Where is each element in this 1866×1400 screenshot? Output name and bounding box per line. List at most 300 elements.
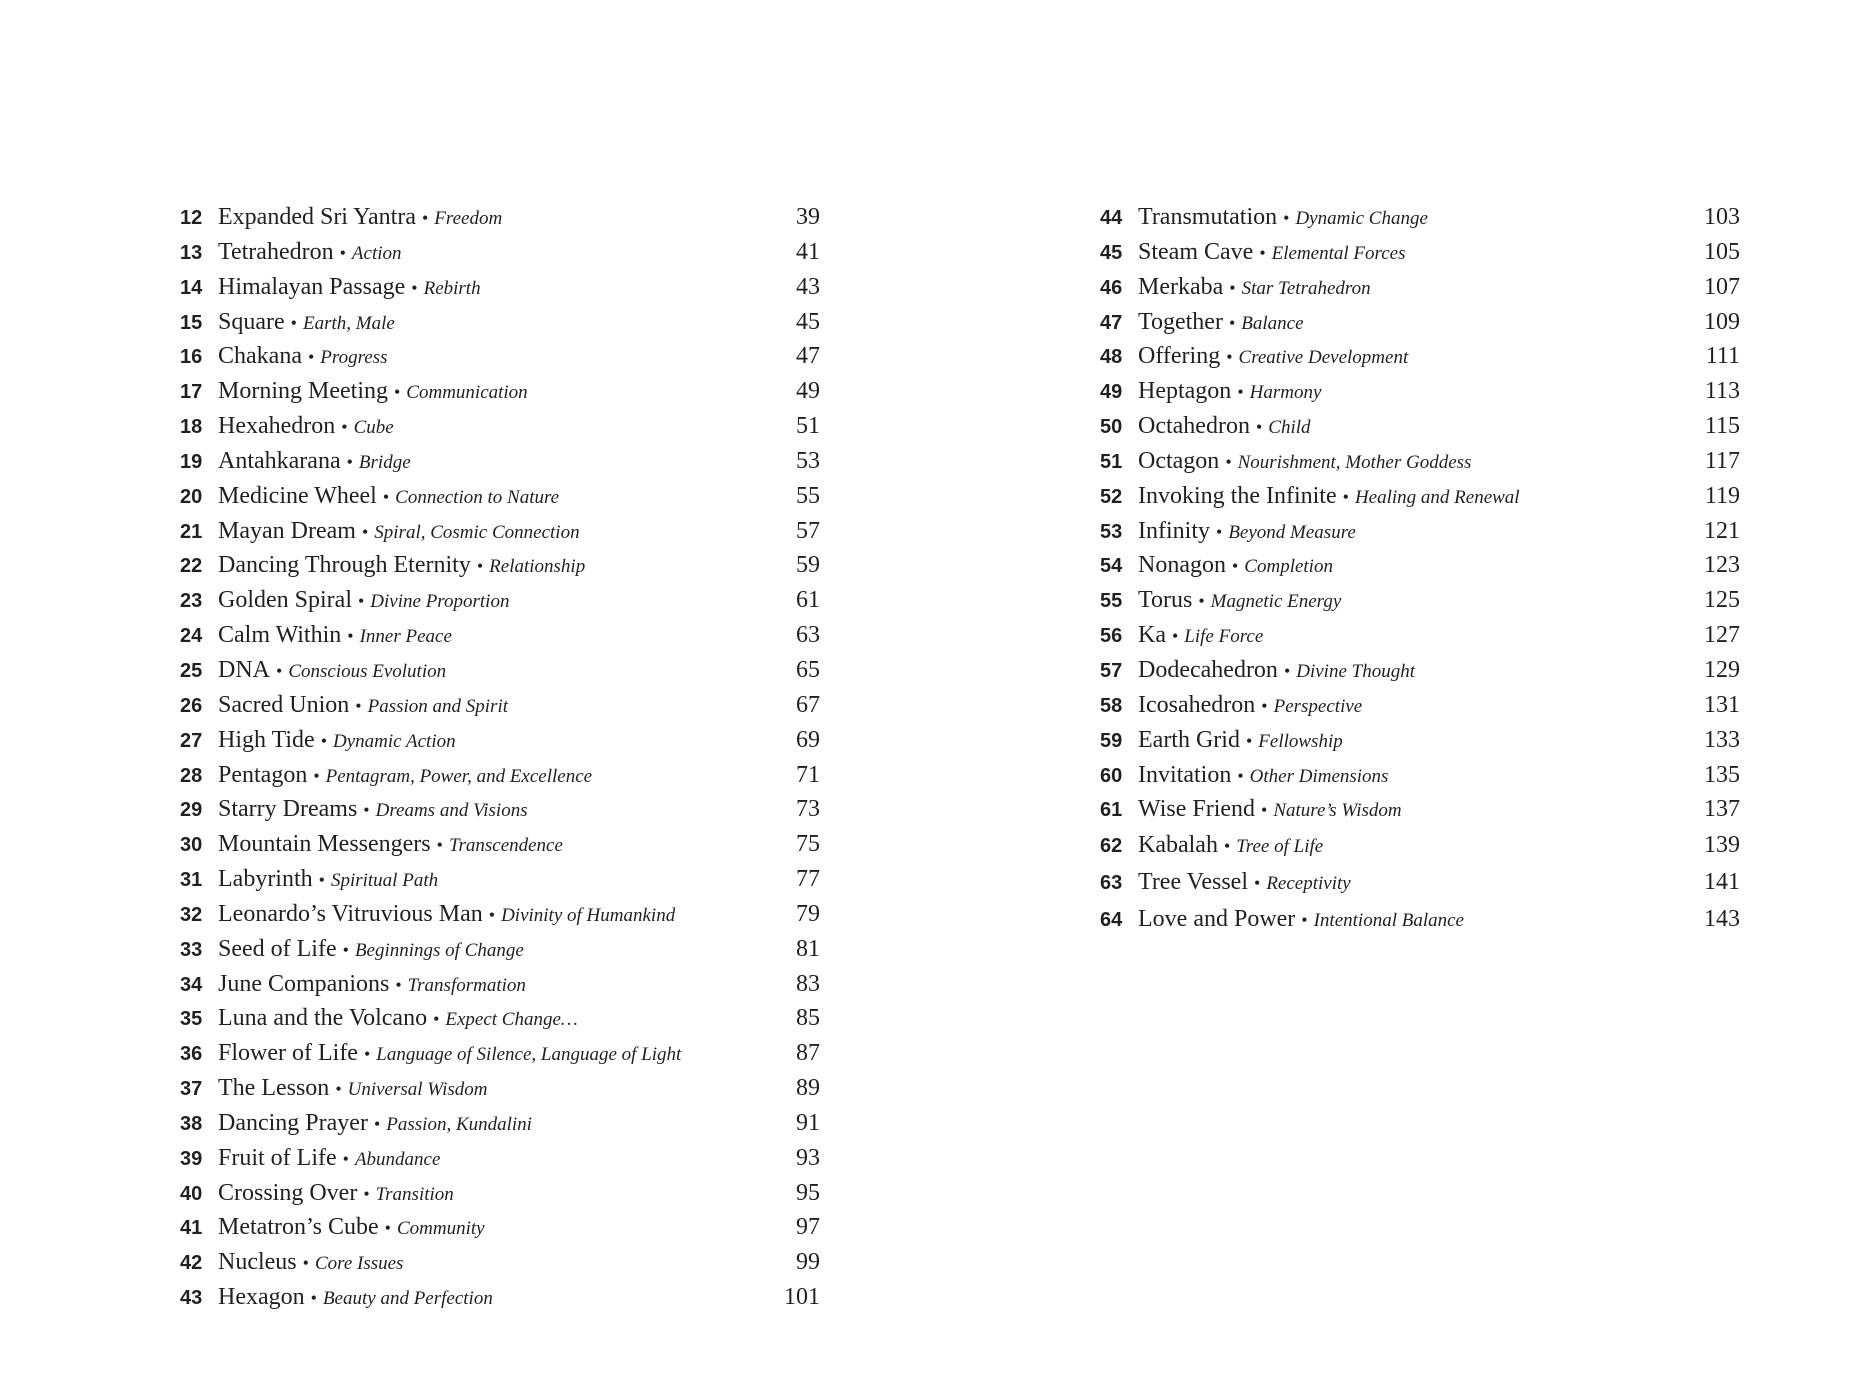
entry-page-number: 123 (1704, 552, 1740, 579)
entry-title: Merkaba (1138, 273, 1224, 300)
toc-entry (1100, 688, 1740, 723)
toc-entry (1100, 827, 1740, 864)
entry-title: DNA (218, 656, 270, 683)
entry-separator: • (382, 486, 390, 507)
entry-title: Dodecahedron (1138, 656, 1278, 683)
entry-page-number: 121 (1704, 517, 1740, 544)
entry-title: Octagon (1138, 447, 1220, 474)
entry-theme: Completion (1244, 556, 1333, 578)
entry-theme: Other Dimensions (1249, 765, 1389, 787)
entry-title: June Companions (218, 970, 390, 997)
entry-theme: Beauty and Perfection (322, 1288, 493, 1310)
toc-entry (1100, 901, 1740, 938)
entry-separator: • (342, 939, 349, 960)
entry-number: 60 (1100, 764, 1123, 787)
entry-theme: Core Issues (314, 1253, 404, 1275)
entry-number: 18 (180, 416, 203, 439)
entry-number: 52 (1100, 485, 1123, 508)
entry-title: Leonardo’s Vitruvious Man (218, 900, 483, 927)
entry-title: Steam Cave (1138, 238, 1254, 265)
entry-theme: Nature’s Wisdom (1273, 800, 1402, 822)
entry-page-number: 119 (1704, 482, 1740, 509)
entry-number: 34 (180, 973, 203, 996)
toc-entry (180, 409, 820, 444)
entry-page-number: 89 (796, 1075, 820, 1102)
entry-title: Torus (1138, 587, 1193, 614)
entry-title: Earth Grid (1138, 726, 1240, 753)
toc-entry (180, 339, 820, 374)
entry-number: 14 (180, 276, 203, 299)
entry-page-number: 73 (796, 796, 820, 823)
toc-entry (1100, 235, 1740, 270)
toc-right-column (1100, 200, 1740, 938)
entry-theme: Community (396, 1218, 485, 1240)
toc-entry (180, 1280, 820, 1315)
entry-theme: Healing and Renewal (1354, 486, 1520, 508)
entry-page-number: 65 (796, 656, 820, 683)
entry-separator: • (1231, 556, 1239, 577)
entry-number: 38 (180, 1112, 203, 1135)
entry-page-number: 57 (796, 517, 820, 544)
toc-entry (180, 1245, 820, 1280)
entry-separator: • (1225, 451, 1232, 472)
entry-title: Crossing Over (218, 1179, 358, 1206)
entry-page-number: 83 (796, 970, 820, 997)
toc-entry (1100, 409, 1740, 444)
entry-theme: Action (351, 242, 402, 264)
entry-theme: Creative Development (1238, 347, 1409, 369)
entry-number: 31 (180, 869, 203, 892)
entry-number: 59 (1100, 729, 1123, 752)
toc-entry (180, 967, 820, 1002)
entry-number: 29 (180, 799, 203, 822)
toc-entry (180, 618, 820, 653)
entry-number: 64 (1100, 909, 1123, 932)
entry-separator: • (1198, 591, 1205, 612)
entry-separator: • (1223, 836, 1231, 857)
entry-number: 53 (1100, 520, 1123, 543)
entry-page-number: 115 (1704, 413, 1740, 440)
toc-entry (1100, 723, 1740, 758)
toc-entry (1100, 374, 1740, 409)
entry-separator: • (488, 904, 496, 925)
entry-theme: Transcendence (448, 835, 563, 857)
entry-number: 49 (1100, 381, 1123, 404)
entry-number: 58 (1100, 694, 1123, 717)
entry-theme: Bridge (358, 451, 411, 473)
entry-number: 12 (180, 207, 203, 229)
entry-title: Seed of Life (218, 935, 337, 962)
entry-title: Fruit of Life (218, 1144, 337, 1171)
entry-page-number: 127 (1704, 622, 1740, 649)
entry-page-number: 87 (796, 1040, 820, 1067)
entry-theme: Magnetic Energy (1210, 591, 1342, 613)
entry-number: 24 (180, 625, 203, 648)
entry-number: 22 (180, 555, 203, 578)
entry-separator: • (1237, 382, 1244, 403)
entry-separator: • (363, 1183, 370, 1204)
entry-number: 44 (1100, 207, 1123, 229)
toc-entry (180, 1141, 820, 1176)
entry-theme: Connection to Nature (395, 486, 560, 508)
entry-theme: Progress (320, 347, 388, 369)
toc-entry (180, 932, 820, 967)
entry-number: 43 (180, 1287, 203, 1310)
entry-theme: Divine Thought (1296, 660, 1415, 682)
toc-entry (180, 1036, 820, 1071)
entry-number: 39 (180, 1147, 203, 1170)
entry-separator: • (1255, 417, 1263, 438)
entry-page-number: 109 (1704, 308, 1740, 335)
entry-theme: Beyond Measure (1228, 521, 1356, 543)
entry-title: Mayan Dream (218, 517, 356, 544)
entry-number: 30 (180, 834, 203, 857)
entry-separator: • (476, 556, 484, 577)
entry-theme: Star Tetrahedron (1241, 277, 1371, 299)
toc-entry (1100, 305, 1740, 340)
entry-theme: Dreams and Visions (375, 800, 528, 822)
entry-page-number: 99 (796, 1249, 820, 1276)
entry-number: 41 (180, 1217, 203, 1240)
entry-title: Transmutation (1138, 204, 1278, 230)
entry-theme: Communication (406, 382, 528, 404)
entry-separator: • (361, 521, 369, 542)
toc-left-column (180, 200, 820, 1315)
toc-entry (180, 827, 820, 862)
entry-title: Kabalah (1138, 832, 1218, 859)
entry-separator: • (1216, 521, 1223, 542)
entry-theme: Spiritual Path (330, 870, 439, 892)
entry-title: Morning Meeting (218, 378, 388, 405)
toc-entry (180, 1106, 820, 1141)
entry-page-number: 79 (796, 900, 820, 927)
toc-entry (1100, 270, 1740, 305)
entry-page-number: 39 (796, 204, 820, 230)
entry-theme: Universal Wisdom (347, 1079, 488, 1101)
entry-number: 62 (1100, 835, 1123, 858)
entry-page-number: 51 (796, 413, 820, 440)
toc-entry (180, 1071, 820, 1106)
entry-title: Luna and the Volcano (218, 1005, 428, 1032)
entry-page-number: 67 (796, 691, 820, 718)
entry-theme: Pentagram, Power, and Excellence (325, 765, 593, 787)
entry-number: 45 (1100, 241, 1123, 264)
entry-number: 28 (180, 764, 203, 787)
entry-separator: • (436, 835, 443, 856)
entry-title: Tetrahedron (218, 238, 334, 265)
toc-entry (180, 1001, 820, 1036)
entry-title: Together (1138, 308, 1223, 335)
entry-number: 40 (180, 1182, 203, 1205)
entry-title: Dancing Prayer (218, 1109, 368, 1136)
entry-theme: Intentional Balance (1313, 910, 1464, 932)
entry-page-number: 131 (1704, 691, 1740, 718)
entry-separator: • (1261, 695, 1268, 716)
entry-separator: • (393, 382, 401, 403)
toc-entry (180, 792, 820, 827)
entry-page-number: 61 (796, 587, 820, 614)
entry-separator: • (1261, 800, 1268, 821)
entry-title: Invitation (1138, 761, 1232, 788)
entry-number: 37 (180, 1078, 203, 1101)
entry-separator: • (1229, 277, 1236, 298)
entry-separator: • (357, 591, 365, 612)
entry-separator: • (1283, 208, 1290, 228)
entry-title: Metatron’s Cube (218, 1214, 379, 1241)
toc-entry (1100, 548, 1740, 583)
entry-theme: Harmony (1249, 382, 1322, 404)
entry-number: 33 (180, 938, 203, 961)
entry-page-number: 93 (796, 1144, 820, 1171)
entry-page-number: 69 (796, 726, 820, 753)
toc-entry (180, 897, 820, 932)
entry-separator: • (307, 347, 315, 368)
entry-theme: Passion, Kundalini (386, 1113, 532, 1135)
entry-page-number: 55 (796, 482, 820, 509)
toc-entry (1100, 200, 1740, 235)
entry-number: 16 (180, 346, 203, 369)
entry-separator: • (363, 800, 370, 821)
entry-page-number: 43 (796, 273, 820, 300)
entry-theme: Earth, Male (302, 312, 395, 334)
entry-title: Ka (1138, 622, 1166, 649)
entry-number: 25 (180, 659, 203, 682)
entry-theme: Child (1268, 417, 1311, 439)
entry-page-number: 47 (796, 343, 820, 370)
entry-page-number: 75 (796, 831, 820, 858)
entry-title: Dancing Through Eternity (218, 552, 471, 579)
entry-page-number: 71 (796, 761, 820, 788)
entry-theme: Divinity of Humankind (501, 904, 676, 926)
entry-number: 61 (1100, 799, 1123, 822)
toc-entry (1100, 618, 1740, 653)
entry-theme: Abundance (354, 1148, 441, 1170)
entry-title: Icosahedron (1138, 691, 1256, 718)
entry-separator: • (1301, 910, 1308, 931)
entry-title: Pentagon (218, 761, 308, 788)
entry-title: Square (218, 308, 285, 335)
entry-page-number: 129 (1704, 656, 1740, 683)
entry-separator: • (384, 1218, 391, 1239)
entry-title: Nonagon (1138, 552, 1226, 579)
entry-separator: • (342, 1148, 349, 1169)
entry-title: Mountain Messengers (218, 831, 431, 858)
entry-page-number: 141 (1704, 869, 1740, 896)
entry-separator: • (313, 765, 320, 786)
toc-entry (180, 374, 820, 409)
entry-theme: Cube (353, 417, 394, 439)
entry-number: 50 (1100, 416, 1123, 439)
toc-entry (180, 688, 820, 723)
entry-separator: • (373, 1113, 381, 1134)
entry-theme: Perspective (1273, 695, 1363, 717)
toc-entry (180, 479, 820, 514)
entry-title: Infinity (1138, 517, 1210, 544)
toc-entry (1100, 339, 1740, 374)
entry-separator: • (346, 451, 353, 472)
entry-page-number: 41 (796, 238, 820, 265)
entry-separator: • (335, 1079, 342, 1100)
entry-separator: • (1245, 730, 1253, 751)
entry-theme: Dynamic Change (1295, 208, 1428, 229)
entry-separator: • (1171, 626, 1179, 647)
entry-page-number: 77 (796, 866, 820, 893)
entry-theme: Inner Peace (359, 626, 452, 648)
entry-separator: • (363, 1044, 371, 1065)
entry-title: High Tide (218, 726, 315, 753)
toc-entry (180, 758, 820, 793)
entry-number: 23 (180, 590, 203, 613)
entry-number: 35 (180, 1008, 203, 1031)
entry-separator: • (355, 695, 362, 716)
entry-number: 20 (180, 485, 203, 508)
entry-theme: Expect Change… (445, 1009, 578, 1031)
entry-page-number: 53 (796, 447, 820, 474)
entry-theme: Transformation (407, 974, 526, 996)
entry-page-number: 49 (796, 378, 820, 405)
entry-separator: • (341, 417, 348, 438)
toc-entry (180, 514, 820, 549)
entry-page-number: 105 (1704, 238, 1740, 265)
entry-number: 19 (180, 450, 203, 473)
entry-number: 57 (1100, 659, 1123, 682)
entry-number: 51 (1100, 450, 1123, 473)
entry-page-number: 111 (1705, 343, 1740, 370)
toc-entry (180, 548, 820, 583)
entry-title: Calm Within (218, 622, 342, 649)
entry-page-number: 117 (1704, 447, 1740, 474)
entry-theme: Nourishment, Mother Goddess (1237, 451, 1472, 473)
entry-title: Sacred Union (218, 691, 350, 718)
entry-theme: Language of Silence, Language of Light (376, 1044, 682, 1066)
entry-number: 17 (180, 381, 203, 404)
entry-number: 54 (1100, 555, 1123, 578)
entry-page-number: 137 (1704, 796, 1740, 823)
entry-title: Invoking the Infinite (1138, 482, 1337, 509)
toc-entry (180, 200, 820, 235)
entry-number: 27 (180, 729, 203, 752)
entry-separator: • (1226, 347, 1233, 368)
toc-entry (1100, 864, 1740, 901)
entry-title: Medicine Wheel (218, 482, 377, 509)
entry-separator: • (318, 870, 325, 891)
toc-entry (1100, 792, 1740, 827)
entry-separator: • (320, 730, 328, 751)
entry-theme: Passion and Spirit (367, 695, 509, 717)
toc-entry (180, 1176, 820, 1211)
toc-entry (180, 270, 820, 305)
entry-number: 13 (180, 241, 203, 264)
entry-page-number: 113 (1704, 378, 1740, 405)
entry-theme: Relationship (489, 556, 586, 578)
entry-title: Tree Vessel (1138, 869, 1249, 896)
entry-separator: • (290, 312, 297, 333)
entry-title: Golden Spiral (218, 587, 352, 614)
entry-title: Expanded Sri Yantra (218, 204, 416, 230)
entry-page-number: 59 (796, 552, 820, 579)
entry-theme: Freedom (434, 208, 503, 229)
entry-theme: Tree of Life (1236, 836, 1324, 858)
entry-title: Himalayan Passage (218, 273, 406, 300)
toc-entry (180, 235, 820, 270)
entry-title: Chakana (218, 343, 302, 370)
entry-theme: Spiral, Cosmic Connection (374, 521, 580, 543)
entry-page-number: 101 (784, 1284, 820, 1311)
entry-title: Octahedron (1138, 413, 1250, 440)
entry-number: 32 (180, 903, 203, 926)
entry-number: 55 (1100, 590, 1123, 613)
entry-separator: • (1237, 765, 1244, 786)
entry-number: 56 (1100, 625, 1123, 648)
toc-entry (180, 444, 820, 479)
toc-entry (1100, 479, 1740, 514)
entry-title: Flower of Life (218, 1040, 358, 1067)
entry-number: 36 (180, 1043, 203, 1066)
entry-page-number: 85 (796, 1005, 820, 1032)
entry-title: Love and Power (1138, 906, 1296, 933)
entry-page-number: 97 (796, 1214, 820, 1241)
entry-separator: • (411, 277, 418, 298)
entry-theme: Rebirth (423, 277, 481, 299)
toc-entry (1100, 444, 1740, 479)
entry-page-number: 91 (796, 1109, 820, 1136)
toc-entry (1100, 514, 1740, 549)
toc-entry (180, 1210, 820, 1245)
toc-entry (180, 653, 820, 688)
entry-title: Wise Friend (1138, 796, 1256, 823)
entry-page-number: 107 (1704, 273, 1740, 300)
entry-theme: Fellowship (1258, 730, 1343, 752)
entry-title: Heptagon (1138, 378, 1232, 405)
entry-separator: • (1342, 486, 1349, 507)
entry-theme: Conscious Evolution (288, 660, 447, 682)
entry-theme: Divine Proportion (370, 591, 510, 613)
entry-title: Hexagon (218, 1284, 305, 1311)
entry-number: 48 (1100, 346, 1123, 369)
entry-theme: Transition (375, 1183, 454, 1205)
entry-page-number: 143 (1704, 906, 1740, 933)
entry-separator: • (433, 1009, 440, 1030)
entry-page-number: 139 (1704, 832, 1740, 859)
entry-separator: • (395, 974, 402, 995)
toc-entry (1100, 653, 1740, 688)
entry-title: Offering (1138, 343, 1221, 370)
entry-page-number: 135 (1704, 761, 1740, 788)
entry-number: 21 (180, 520, 203, 543)
entry-number: 63 (1100, 872, 1123, 895)
entry-separator: • (276, 660, 283, 681)
entry-page-number: 63 (796, 622, 820, 649)
entry-separator: • (302, 1253, 309, 1274)
toc-entry (1100, 758, 1740, 793)
toc-entry (180, 305, 820, 340)
entry-separator: • (1228, 312, 1236, 333)
toc-entry (180, 862, 820, 897)
entry-title: Hexahedron (218, 413, 336, 440)
entry-title: Starry Dreams (218, 796, 358, 823)
toc-entry (180, 583, 820, 618)
entry-theme: Elemental Forces (1271, 242, 1406, 264)
entry-separator: • (1283, 660, 1291, 681)
entry-page-number: 133 (1704, 726, 1740, 753)
entry-separator: • (339, 242, 346, 263)
entry-title: The Lesson (218, 1075, 330, 1102)
toc-entry (1100, 583, 1740, 618)
entry-theme: Dynamic Action (333, 730, 456, 752)
entry-theme: Beginnings of Change (354, 939, 524, 961)
entry-page-number: 81 (796, 935, 820, 962)
entry-title: Labyrinth (218, 866, 313, 893)
